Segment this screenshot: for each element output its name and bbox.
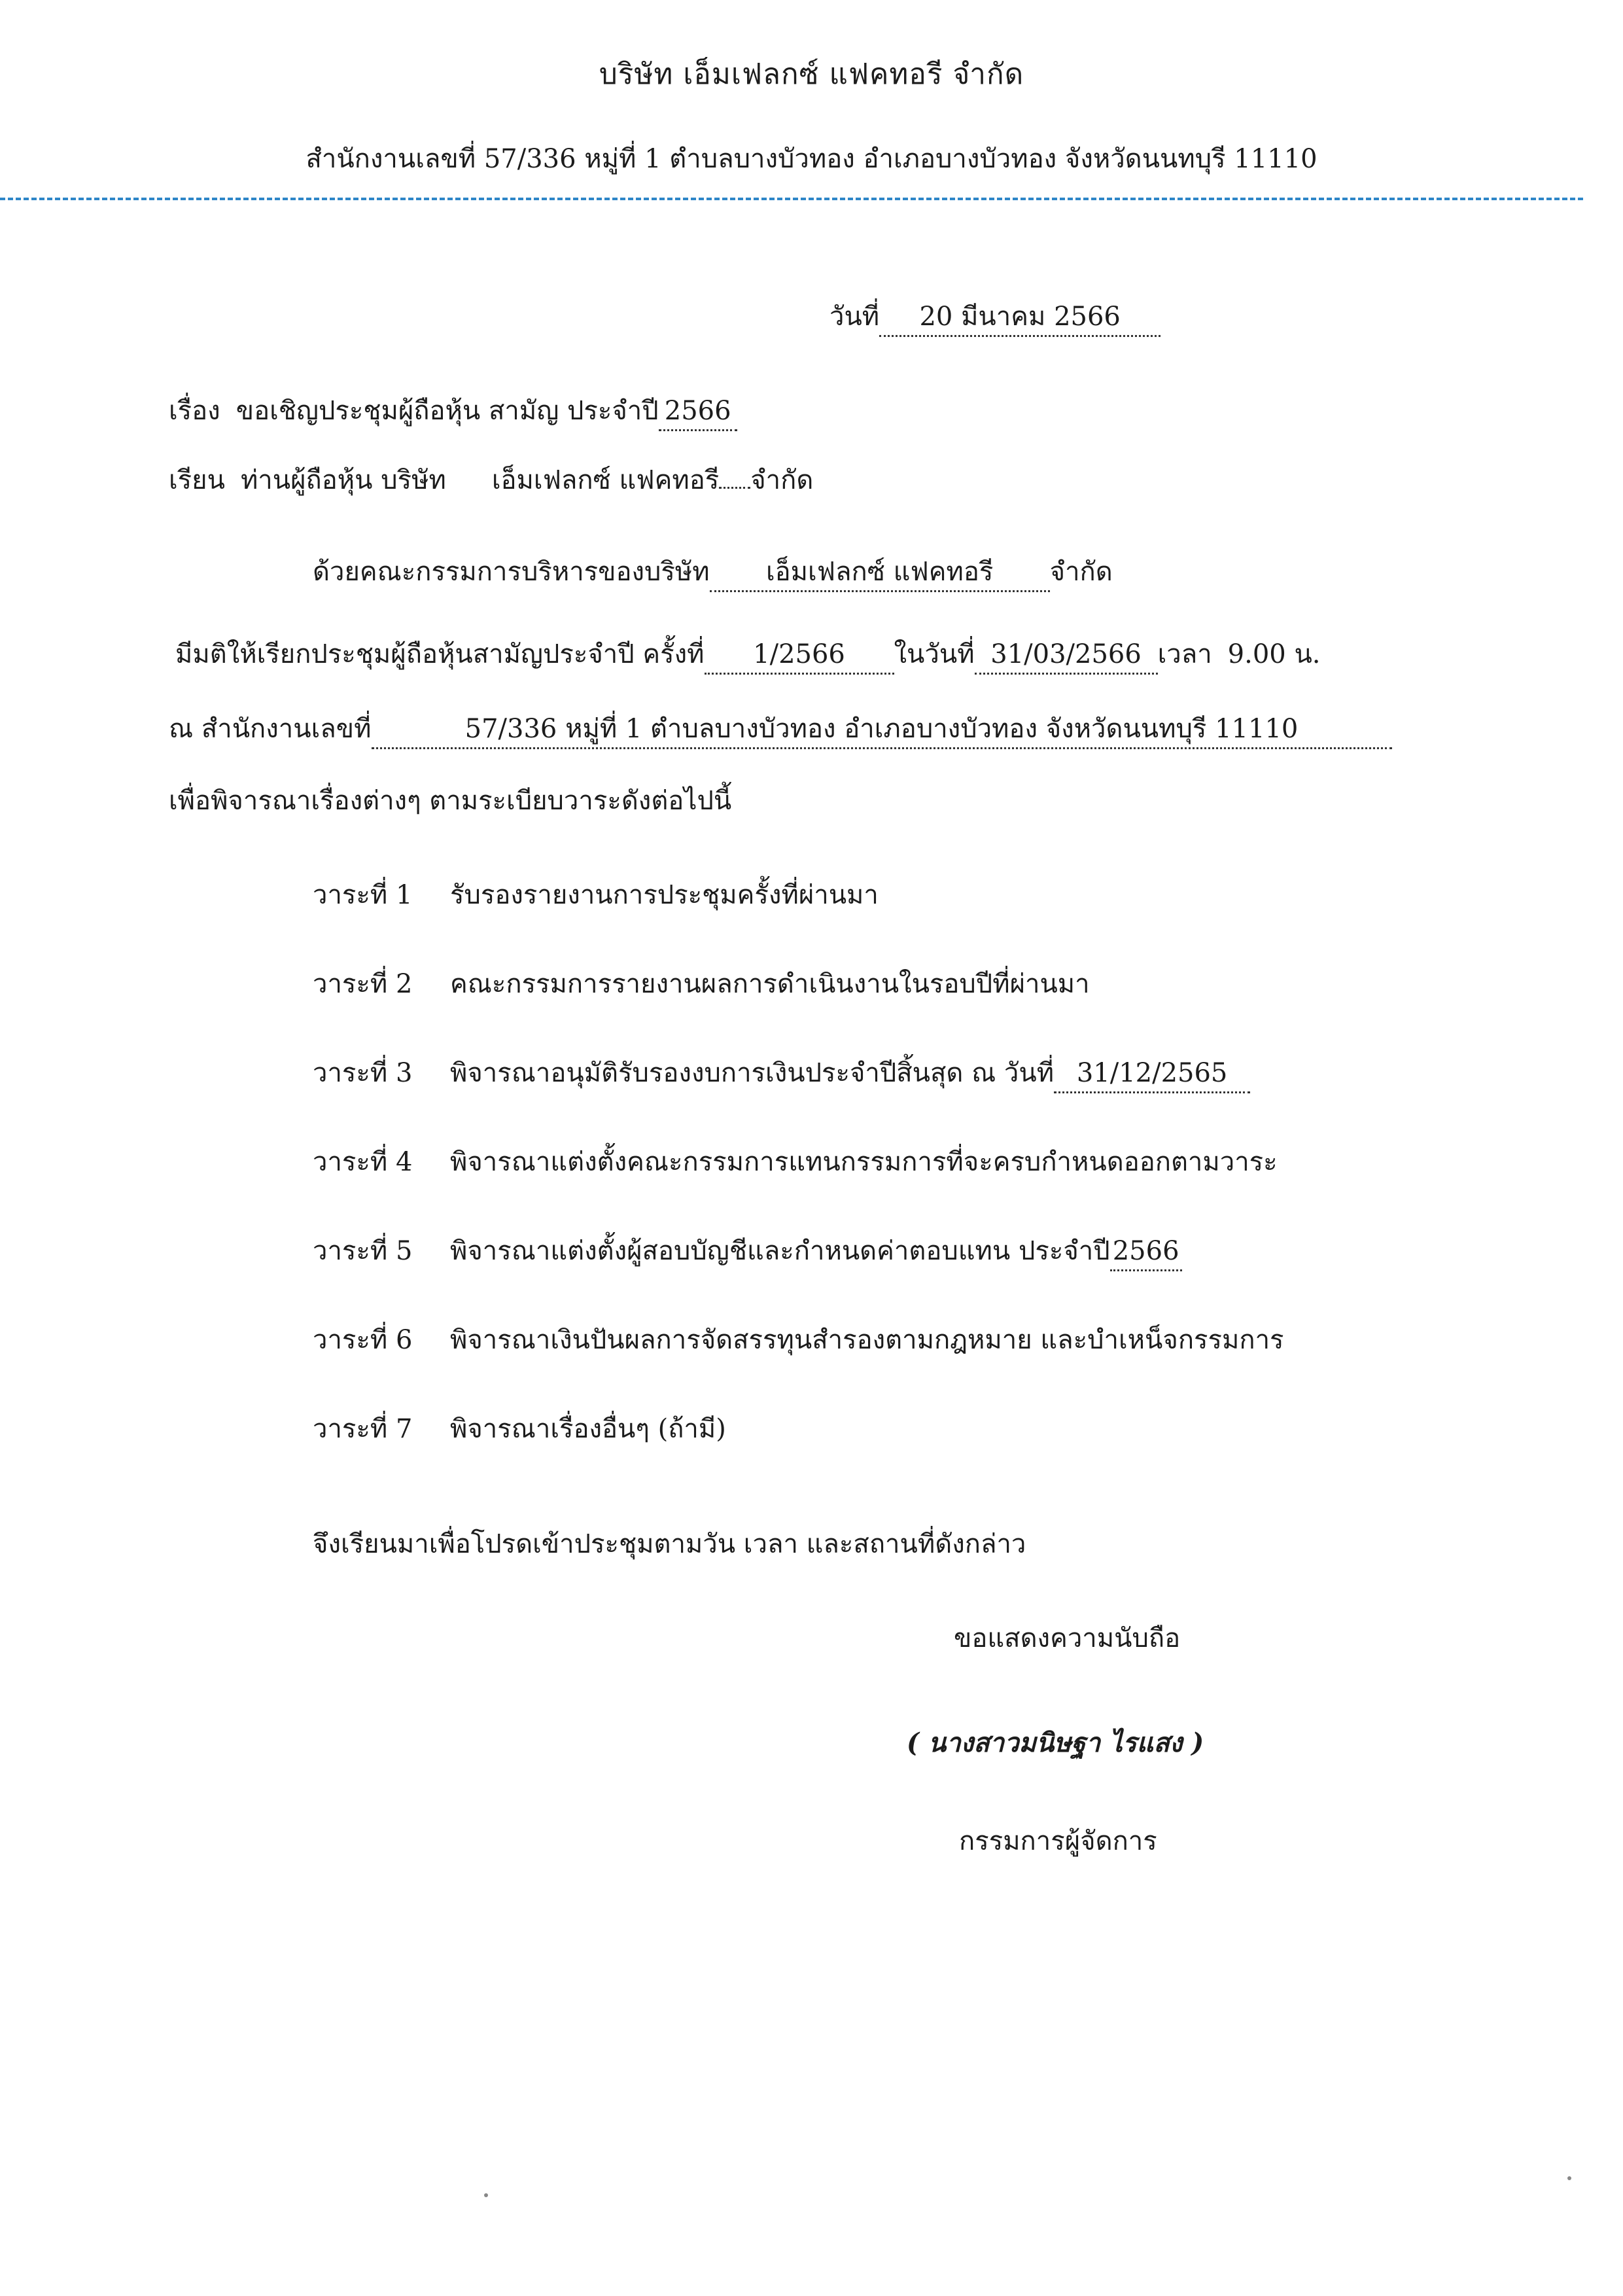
body-line3-prefix: ณ สำนักงานเลขที่	[169, 714, 372, 744]
body-line-1	[313, 554, 1113, 592]
body-line1-prefix: ด้วยคณะกรรมการบริหารของบริษัท	[313, 557, 710, 587]
body-line-2	[175, 636, 1321, 675]
company-address: สำนักงานเลขที่ 57/336 หมู่ที่ 1 ตำบลบางบัวทอง อำเภอบางบัวทอง จังหวัดนนทบุรี 11110	[305, 144, 1318, 174]
agenda-number: วาระที่ 6	[313, 1325, 413, 1355]
agenda-item	[313, 877, 879, 913]
meeting-date-label: ในวันที่	[894, 639, 975, 669]
scan-speck	[1567, 2176, 1571, 2180]
date-label: วันที่	[829, 302, 880, 332]
agenda-text: พิจารณาเรื่องอื่นๆ (ถ้ามี)	[450, 1414, 726, 1444]
recipient-label: เรียน	[169, 465, 225, 495]
recipient-suffix: จำกัด	[750, 465, 814, 495]
body-line1-suffix: จำกัด	[1049, 557, 1113, 587]
meeting-date: 31/03/2566	[975, 636, 1158, 675]
agenda-text: พิจารณาอนุมัติรับรองงบการเงินประจำปีสิ้นสุด ณ วันที่	[450, 1058, 1055, 1088]
signatory-position: กรรมการผู้จัดการ	[959, 1826, 1157, 1856]
meeting-time-label: เวลา	[1157, 639, 1212, 669]
agenda-fill: 31/12/2565	[1054, 1055, 1250, 1093]
agenda-text: รับรองรายงานการประชุมครั้งที่ผ่านมา	[450, 880, 879, 910]
agenda-fill: 2566	[1110, 1233, 1182, 1271]
agenda-text: พิจารณาแต่งตั้งผู้สอบบัญชีและกำหนดค่าตอบแทน ประจำปี	[450, 1236, 1110, 1266]
body-line-4: เพื่อพิจารณาเรื่องต่างๆ ตามระเบียบวาระดังต่อไปนี้	[169, 786, 732, 816]
meeting-number: 1/2566	[705, 636, 894, 675]
header-divider	[0, 198, 1583, 200]
subject-line	[169, 393, 737, 431]
subject-text: ขอเชิญประชุมผู้ถือหุ้น สามัญ ประจำปี	[236, 396, 659, 426]
body-line1-company: เอ็มเฟลกซ์ แฟคทอรี	[710, 554, 1050, 592]
agenda-item	[313, 1233, 1182, 1271]
agenda-item	[313, 1055, 1250, 1093]
signatory-name: ( นางสาวมนิษฐา ไรแสง )	[907, 1727, 1204, 1758]
company-name: บริษัท เอ็มเฟลกซ์ แฟคทอรี จำกัด	[599, 58, 1024, 91]
agenda-item	[313, 1411, 726, 1447]
meeting-venue: 57/336 หมู่ที่ 1 ตำบลบางบัวทอง อำเภอบางบัวทอง จังหวัดนนทบุรี 11110	[372, 711, 1392, 749]
recipient-company: เอ็มเฟลกซ์ แฟคทอรี	[491, 465, 720, 495]
agenda-text: คณะกรรมการรายงานผลการดำเนินงานในรอบปีที่ผ่านมา	[450, 969, 1090, 999]
agenda-number: วาระที่ 2	[313, 969, 413, 999]
agenda-text: พิจารณาแต่งตั้งคณะกรรมการแทนกรรมการที่จะครบกำหนดออกตามวาระ	[450, 1147, 1278, 1177]
agenda-number: วาระที่ 1	[313, 880, 413, 910]
body-line-3	[169, 711, 1392, 749]
agenda-text: พิจารณาเงินปันผลการจัดสรรทุนสำรองตามกฎหมาย และบำเหน็จกรรมการ	[450, 1325, 1284, 1355]
agenda-item	[313, 1322, 1284, 1358]
scan-speck	[484, 2193, 488, 2197]
agenda-number: วาระที่ 5	[313, 1236, 413, 1266]
subject-year: 2566	[659, 393, 737, 431]
body-line2-prefix: มีมติให้เรียกประชุมผู้ถือหุ้นสามัญประจำปี ครั้งที่	[175, 639, 705, 669]
recipient-text: ท่านผู้ถือหุ้น บริษัท	[240, 465, 446, 495]
meeting-time: 9.00 น.	[1227, 639, 1321, 669]
date-value: 20 มีนาคม 2566	[879, 298, 1161, 337]
date-line	[829, 298, 1161, 337]
closing-sentence: จึงเรียนมาเพื่อโปรดเข้าประชุมตามวัน เวลา และสถานที่ดังกล่าว	[313, 1529, 1026, 1559]
agenda-number: วาระที่ 4	[313, 1147, 413, 1177]
subject-label: เรื่อง	[169, 396, 220, 426]
agenda-number: วาระที่ 3	[313, 1058, 413, 1088]
regards-text: ขอแสดงความนับถือ	[954, 1623, 1181, 1653]
agenda-item	[313, 966, 1090, 1002]
agenda-item	[313, 1144, 1278, 1180]
recipient-line	[169, 462, 813, 499]
agenda-number: วาระที่ 7	[313, 1414, 413, 1444]
